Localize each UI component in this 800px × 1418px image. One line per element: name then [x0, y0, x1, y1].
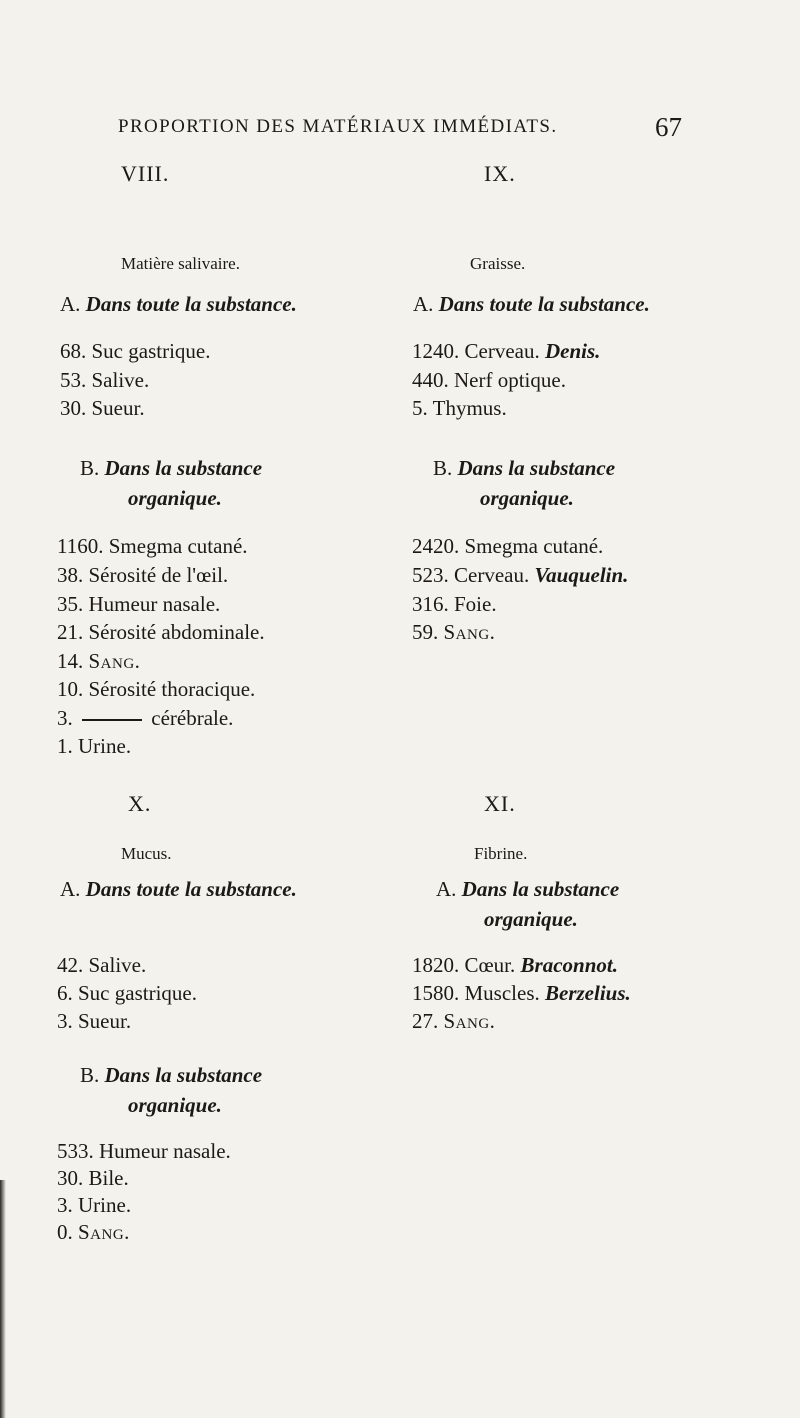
list-item [57, 983, 197, 1004]
entry-author: Vauquelin. [534, 563, 629, 587]
ditto-dash [82, 719, 142, 721]
section-heading [80, 1063, 262, 1088]
section-title: Dans toute la substance. [85, 877, 297, 901]
entry-number: 21. [57, 620, 84, 644]
entry-text: Cerveau. [454, 563, 530, 587]
entry-text: Sérosité thoracique. [88, 677, 256, 701]
entry-number: 3. [57, 1193, 73, 1217]
entry-text: Urine. [78, 734, 132, 758]
entry-number: 1820. [412, 953, 460, 977]
section-letter: A. [436, 877, 457, 901]
section-title: Dans toute la substance. [85, 292, 297, 316]
list-item [412, 622, 495, 643]
entry-text: Sueur. [78, 1009, 132, 1033]
entry-text: Humeur nasale. [88, 592, 221, 616]
entry-number: 316. [412, 592, 449, 616]
entry-number: 1. [57, 734, 73, 758]
entry-text: Salive. [88, 953, 147, 977]
entry-text: Foie. [454, 592, 497, 616]
entry-number: 42. [57, 953, 84, 977]
entry-number: 35. [57, 592, 84, 616]
list-item [57, 536, 248, 557]
entry-author: Denis. [544, 339, 601, 363]
entry-text: Humeur nasale. [99, 1139, 231, 1163]
entry-text: Salive. [91, 368, 150, 392]
block-subject: Fibrine. [474, 844, 528, 863]
entry-number: 1580. [412, 981, 460, 1005]
list-item [60, 341, 210, 362]
entry-number: 38. [57, 563, 84, 587]
list-item [60, 370, 149, 391]
block-numeral: XI. [484, 791, 516, 816]
section-letter: B. [80, 456, 100, 480]
section-heading-continued [128, 1093, 222, 1118]
section-heading-continued [484, 907, 578, 932]
section-title: Dans la substance [461, 877, 620, 901]
entry-number: 523. [412, 563, 449, 587]
entry-text: Muscles. [464, 981, 540, 1005]
section-heading [413, 292, 650, 317]
list-item [57, 1011, 131, 1032]
list-item [57, 1168, 129, 1189]
entry-number: 14. [57, 649, 84, 673]
section-title: Dans la substance [104, 456, 263, 480]
list-item [60, 398, 145, 419]
entry-number: 5. [412, 396, 428, 420]
list-item [57, 1222, 130, 1243]
list-item [57, 1195, 131, 1216]
list-item [412, 1011, 495, 1032]
entry-number: 59. [412, 620, 439, 644]
entry-number: 53. [60, 368, 87, 392]
entry-number: 1160. [57, 534, 104, 558]
entry-author: Braconnot. [520, 953, 618, 977]
section-heading [60, 292, 297, 317]
list-item [57, 1141, 231, 1162]
section-heading-continued [480, 486, 574, 511]
block-numeral: X. [128, 791, 152, 816]
list-item [57, 651, 140, 672]
block-numeral: IX. [484, 161, 516, 186]
section-letter: A. [60, 292, 81, 316]
page-edge-shadow [0, 1180, 6, 1418]
entry-text: Nerf optique. [454, 368, 566, 392]
entry-text: Bile. [88, 1166, 129, 1190]
list-item [57, 955, 146, 976]
block-numeral: VIII. [121, 161, 170, 186]
section-letter: B. [80, 1063, 100, 1087]
entry-text: Sang. [443, 1009, 496, 1033]
running-title: PROPORTION DES MATÉRIAUX IMMÉDIATS. [118, 116, 558, 137]
list-item [57, 736, 131, 757]
section-letter: A. [413, 292, 434, 316]
section-title-line2: organique. [128, 1093, 222, 1117]
entry-number: 68. [60, 339, 87, 363]
section-heading [436, 877, 619, 902]
section-title: Dans la substance [104, 1063, 263, 1087]
section-heading [433, 456, 615, 481]
entry-text: Sang. [78, 1220, 130, 1244]
entry-number: 3. [57, 1009, 73, 1033]
entry-number: 30. [57, 1166, 84, 1190]
list-item [412, 983, 631, 1004]
entry-number: 3. [57, 706, 73, 730]
entry-text: Suc gastrique. [78, 981, 197, 1005]
entry-text: Thymus. [432, 396, 507, 420]
section-heading [80, 456, 262, 481]
entry-number: 0. [57, 1220, 73, 1244]
list-item [57, 708, 233, 729]
entry-number: 30. [60, 396, 87, 420]
entry-text: Urine. [78, 1193, 132, 1217]
entry-text: Cerveau. [464, 339, 540, 363]
entry-text: cérébrale. [151, 706, 234, 730]
entry-text: Cœur. [464, 953, 516, 977]
entry-number: 10. [57, 677, 84, 701]
entry-text: Sang. [88, 649, 141, 673]
entry-number: 533. [57, 1139, 94, 1163]
block-subject: Mucus. [121, 844, 172, 863]
block-subject: Graisse. [470, 254, 526, 273]
section-heading [60, 877, 297, 902]
entry-text: Smegma cutané. [464, 534, 604, 558]
entry-text: Sérosité abdominale. [88, 620, 265, 644]
entry-number: 6. [57, 981, 73, 1005]
entry-text: Sérosité de l'œil. [88, 563, 229, 587]
section-title: Dans toute la substance. [438, 292, 650, 316]
list-item [412, 536, 603, 557]
page-number: 67 [655, 112, 682, 142]
entry-number: 440. [412, 368, 449, 392]
list-item [412, 594, 497, 615]
list-item [412, 370, 566, 391]
list-item [57, 594, 220, 615]
entry-number: 27. [412, 1009, 439, 1033]
section-title-line2: organique. [128, 486, 222, 510]
entry-number: 1240. [412, 339, 460, 363]
entry-number: 2420. [412, 534, 460, 558]
list-item [412, 398, 507, 419]
section-heading-continued [128, 486, 222, 511]
entry-text: Sang. [443, 620, 496, 644]
section-letter: B. [433, 456, 453, 480]
section-title-line2: organique. [480, 486, 574, 510]
list-item [412, 341, 600, 362]
section-title-line2: organique. [484, 907, 578, 931]
list-item [57, 622, 265, 643]
block-subject: Matière salivaire. [121, 254, 240, 273]
section-letter: A. [60, 877, 81, 901]
list-item [57, 565, 228, 586]
entry-text: Sueur. [91, 396, 145, 420]
list-item [412, 565, 628, 586]
list-item [412, 955, 618, 976]
section-title: Dans la substance [457, 456, 616, 480]
entry-author: Berzelius. [545, 981, 631, 1005]
entry-text: Suc gastrique. [91, 339, 211, 363]
entry-text: Smegma cutané. [108, 534, 248, 558]
list-item [57, 679, 255, 700]
